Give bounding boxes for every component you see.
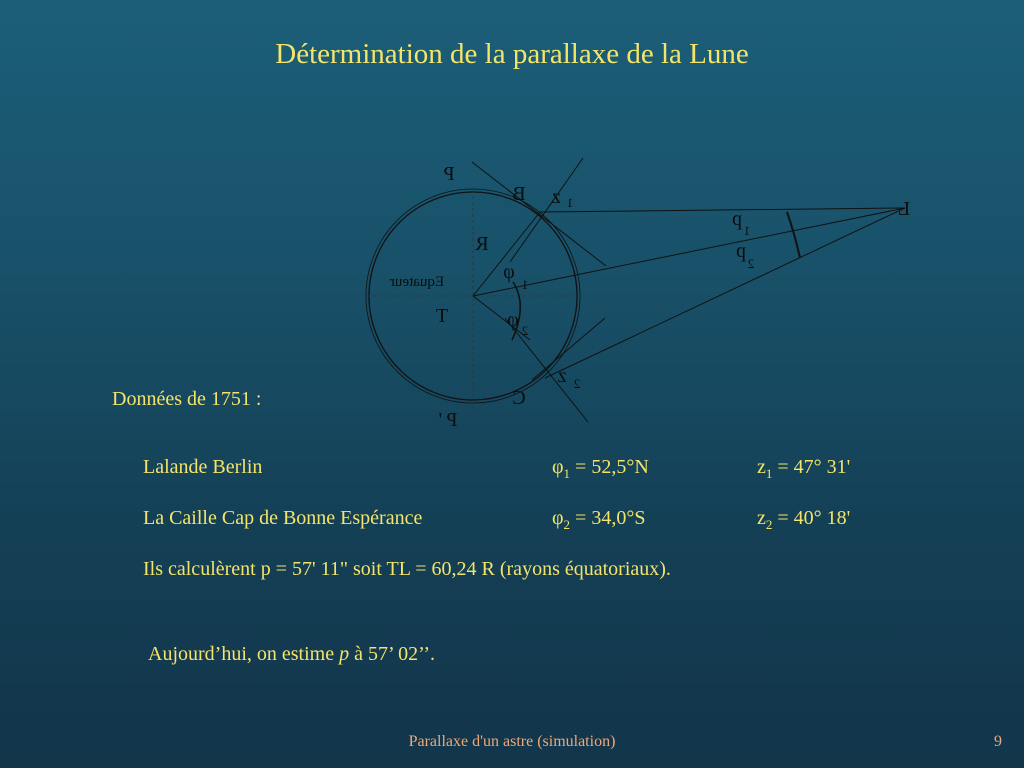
z1-number: = 47° 31' <box>772 456 851 478</box>
label-b: B <box>512 183 526 205</box>
phi1-number: = 52,5°N <box>570 456 649 478</box>
phi2-subscript: 2 <box>563 517 571 532</box>
z1-symbol: z <box>757 456 766 478</box>
today-text <box>148 643 435 666</box>
label-equator: Equateur <box>389 274 445 290</box>
label-l: L <box>897 198 911 220</box>
observer-lacaille: La Caille Cap de Bonne Espérance <box>143 507 423 529</box>
phi1-value <box>552 456 649 482</box>
label-phi1-sub: 1 <box>521 277 529 292</box>
zenith-c <box>532 318 605 380</box>
arc-p <box>787 212 800 258</box>
line-t-l <box>473 208 905 296</box>
label-p: P <box>443 163 455 185</box>
z2-number: = 40° 18' <box>772 507 851 529</box>
label-p2: p <box>736 240 746 262</box>
radius-tc <box>473 296 530 340</box>
label-z1-sub: 1 <box>566 195 574 210</box>
phi2-value <box>552 507 645 533</box>
observer-lalande: Lalande Berlin <box>143 456 263 478</box>
label-p-prime: P ' <box>438 409 458 431</box>
today-suffix: à 57’ 02’’. <box>349 643 435 665</box>
phi1-symbol: φ <box>552 456 564 478</box>
result-text: Ils calculèrent p = 57' 11" soit TL = 60,24 R (rayons équatoriaux). <box>143 558 671 580</box>
label-phi2-sub: 2 <box>521 323 529 338</box>
z2-value <box>757 507 850 533</box>
today-prefix: Aujourd’hui, on estime <box>148 643 340 665</box>
label-p2-sub: 2 <box>747 256 755 271</box>
z1-subscript: 1 <box>765 466 773 481</box>
slide-title: Détermination de la parallaxe de la Lune <box>275 38 749 70</box>
label-z1: z <box>551 186 561 208</box>
label-phi2: φ <box>507 309 519 331</box>
phi2-number: = 34,0°S <box>570 507 646 529</box>
line-b-l <box>540 208 905 212</box>
zenith-b <box>510 158 583 262</box>
label-p1-sub: 1 <box>743 223 751 238</box>
z2-subscript: 2 <box>765 517 773 532</box>
label-r: R <box>475 233 489 255</box>
tangent-b <box>472 162 606 266</box>
phi1-subscript: 1 <box>563 466 571 481</box>
slide-footer: Parallaxe d'un astre (simulation) <box>408 733 616 750</box>
page-number: 9 <box>994 733 1002 750</box>
today-p: p <box>339 643 350 665</box>
phi2-symbol: φ <box>552 507 564 529</box>
z1-value <box>757 456 850 482</box>
data-heading: Données de 1751 : <box>112 388 262 410</box>
z2-symbol: z <box>757 507 766 529</box>
line-c-l <box>545 208 905 378</box>
label-z2-sub: 2 <box>573 376 581 391</box>
label-z2: z <box>557 365 567 387</box>
label-t: T <box>435 305 449 327</box>
label-c: C <box>512 387 526 409</box>
label-phi1: φ <box>503 261 515 283</box>
label-p1: p <box>732 208 742 230</box>
